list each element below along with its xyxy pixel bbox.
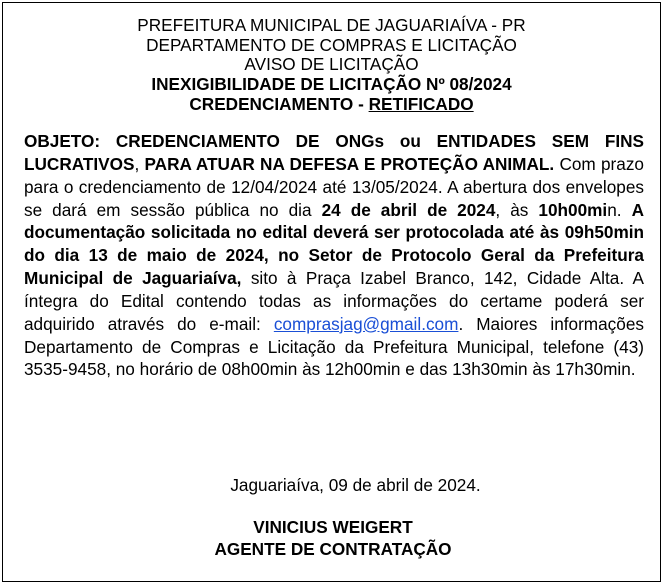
modality-line	[3, 95, 660, 115]
notice-header	[3, 16, 660, 115]
municipality-name: PREFEITURA MUNICIPAL DE JAGUARIAÍVA - PR	[137, 15, 526, 35]
object-comma: ,	[134, 153, 145, 174]
place-date: Jaguariaíva, 09 de abril de 2024.	[230, 475, 481, 495]
process-number: INEXIGIBILIDADE DE LICITAÇÃO Nº 08/2024	[151, 74, 512, 95]
status-label: RETIFICADO	[368, 93, 474, 114]
signer-role: AGENTE DE CONTRATAÇÃO	[214, 539, 452, 559]
notice-body	[24, 130, 644, 381]
object-label: OBJETO: CREDENCIAMENTO DE ONGs ou ENTIDADES SEM FINS LUCRATIVOS	[24, 131, 644, 174]
department-name: DEPARTAMENTO DE COMPRAS E LICITAÇÃO	[146, 34, 517, 55]
session-time-tail: n.	[607, 199, 622, 220]
closing-text: . Maiores informações Departamento de Compras e Licitação da Prefeitura Municipal, telefone (43) 3535-9458, no horário de 08h00min às 12h00min e das 13h30min às 17h30min.	[24, 313, 644, 380]
object-rest: PARA ATUAR NA DEFESA E PROTEÇÃO ANIMAL.	[144, 153, 555, 174]
session-date: 24 de abril de 2024	[321, 199, 496, 220]
notice-frame	[2, 2, 661, 582]
signature-block	[3, 516, 660, 560]
address-text: sito à Praça Izabel Branco, 142, Cidade Alta. A íntegra do Edital contendo todas as informações do certame poderá ser adquirido através do e-mail:	[24, 268, 644, 334]
modality-label: CREDENCIAMENTO	[189, 93, 354, 114]
session-time: 10h00mi	[538, 199, 608, 220]
signer-name: VINICIUS WEIGERT	[253, 517, 413, 537]
email-link[interactable]: comprasjag@gmail.com	[273, 313, 459, 334]
documentation-text: A documentação solicitada no edital deverá ser protocolada até às 09h50min do dia 13 de maio de 2024, no Setor de Protocolo Geral da Prefeitura Municipal de Jaguariaíva,	[24, 199, 644, 289]
modality-separator: -	[353, 93, 369, 114]
period-text: Com prazo para o credenciamento de 12/04/2024 até 13/05/2024. A abertura dos envelopes se dará em sessão pública no dia	[24, 153, 644, 220]
notice-type: AVISO DE LICITAÇÃO	[244, 54, 419, 75]
session-at: , às	[495, 199, 539, 220]
